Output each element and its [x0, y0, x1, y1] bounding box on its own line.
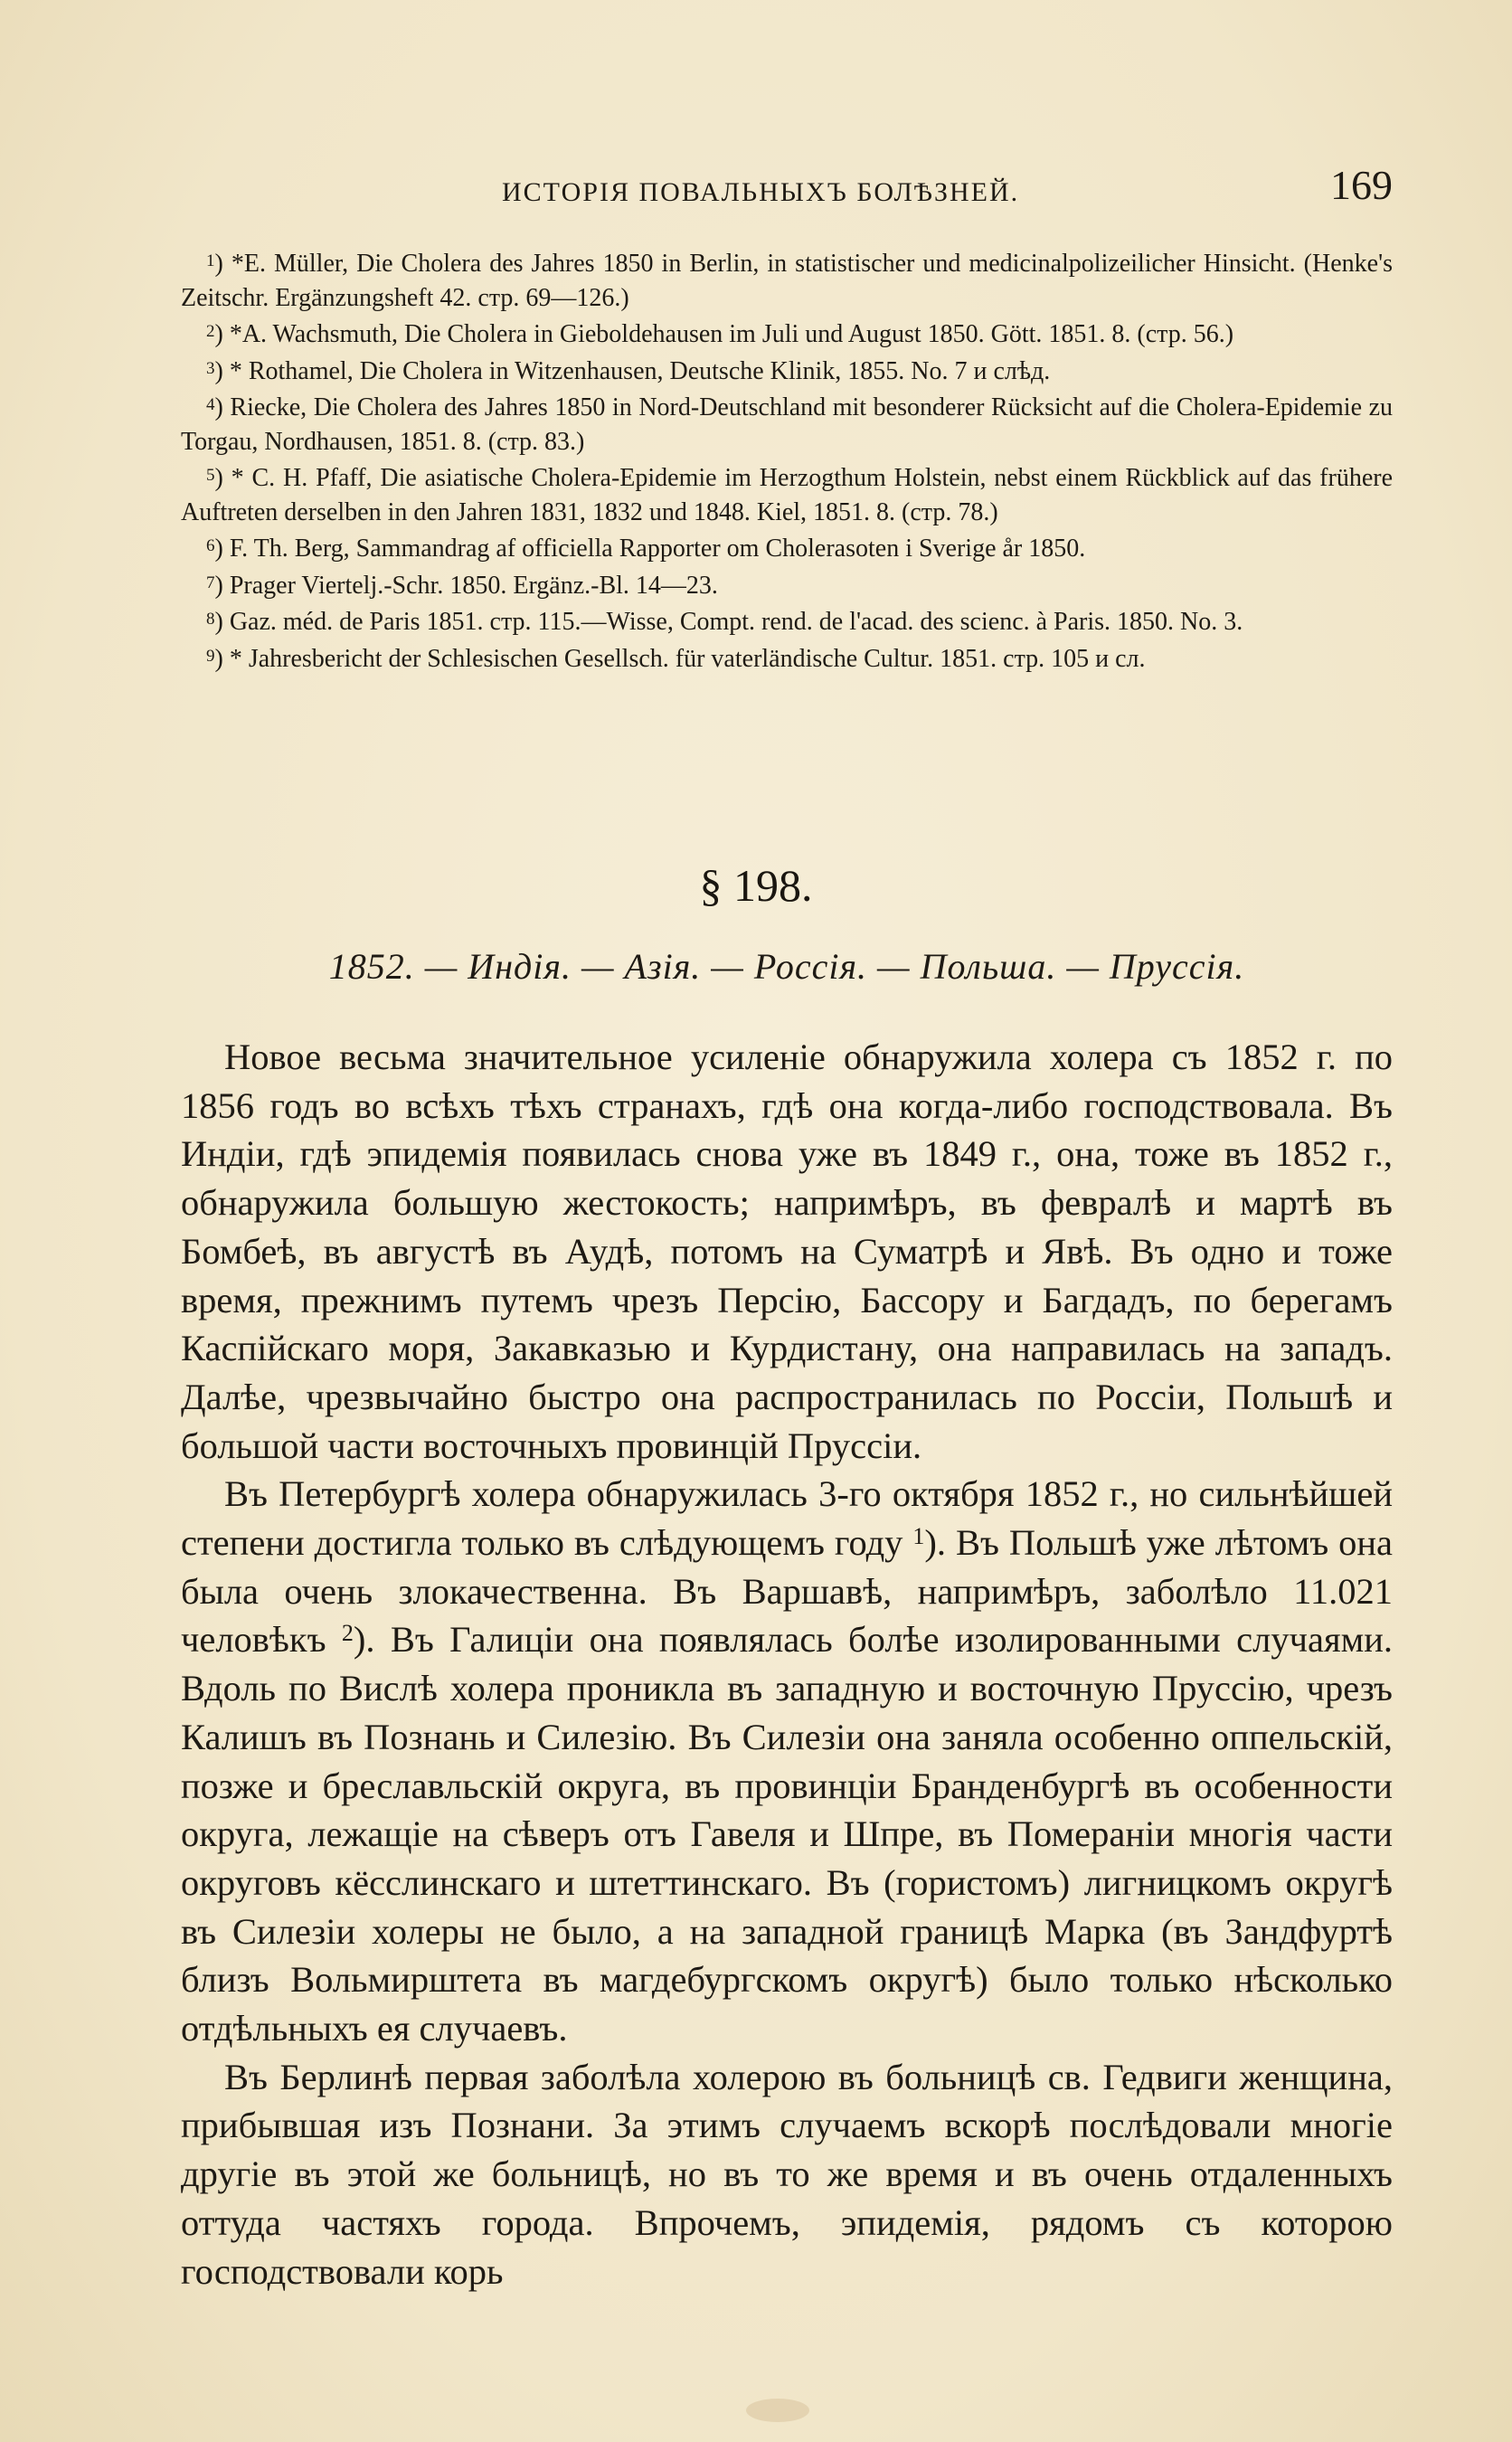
section-number: § 198.: [699, 860, 813, 911]
footnote-text: * Rothamel, Die Cholera in Witzenhausen, Deutsche Klinik, 1855. No. 7 и слѣд.: [229, 356, 1051, 385]
footnote-mark: 2: [206, 322, 215, 341]
footnote: $^7$) Prager Viertelj.-Schr. 1850. Ergänz.-Bl. 14—23.: [206, 571, 718, 600]
body-text: [181, 1033, 1393, 2295]
paragraph-2-part-c: ). Въ Галиціи она появлялась болѣе изолированными случаями. Вдоль по Вислѣ холера проникла въ западную и восточную Пруссію, чрезъ Калишъ въ Познань и Силезію. Въ Силезіи она заняла особенно оппельскій, позже и бреславльскій округа, въ провинціи Бранденбургѣ въ особенности округа, лежащіе на сѣверъ отъ Гавеля и Шпре, въ Помераніи многія части округовъ кёсслинскаго и штеттинскаго. Въ (гористомъ) лигницкомъ округѣ въ Силезіи холеры не было, а на западной границѣ Марка (въ Зандфуртѣ близъ Вольмирштета въ магдебургскомъ округѣ) было только нѣсколько отдѣльныхъ ея случаевъ.: [181, 1619, 1393, 2049]
footnote-mark: 7: [206, 573, 215, 592]
footnote: $^5$) * C. H. Pfaff, Die asiatische Cholera-Epidemie im Herzogthum Holstein, nebst einem Rückblick auf das frühere Auftreten derselben in den Jahren 1831, 1832 und 1848. Kiel, 1851. 8. (стр. 78.): [181, 464, 1393, 526]
paragraph-1: Новое весьма значительное усиленіе обнаружила холера съ 1852 г. по 1856 годъ во всѣхъ тѣхъ странахъ, гдѣ она когда-либо господствовала. Въ Индіи, гдѣ эпидемія появилась снова уже въ 1849 г., она, тоже въ 1852 г., обнаружила большую жестокость; напримѣръ, въ февралѣ и мартѣ въ Бомбеѣ, въ августѣ въ Аудѣ, потомъ на Суматрѣ и Явѣ. Въ одно и тоже время, прежнимъ путемъ чрезъ Персію, Бассору и Багдадъ, по берегамъ Каспійскаго моря, Закавказью и Курдистану, она направилась на западъ. Далѣе, чрезвычайно быстро она распространилась по Россіи, Польшѣ и большой части восточныхъ провинцій Пруссіи.: [181, 1036, 1393, 1466]
running-title: ИСТОРІЯ ПОВАЛЬНЫХЪ БОЛѢЗНЕЙ.: [502, 177, 1020, 207]
footnote-text: F. Th. Berg, Sammandrag af officiella Rapporter om Cholerasoten i Sverige år 1850.: [229, 535, 1086, 563]
footnote-text: Prager Viertelj.-Schr. 1850. Ergänz.-Bl. 14—23.: [229, 571, 718, 600]
footnote-mark: 1: [206, 251, 215, 270]
paragraph-2: [181, 1470, 1393, 2052]
footnote-mark: 5: [206, 466, 215, 485]
footnote-ref-1: 1: [912, 1523, 925, 1550]
footnote-mark: 6: [206, 536, 215, 555]
footnote-ref-2: 2: [341, 1620, 354, 1647]
footnote: $^6$) F. Th. Berg, Sammandrag af officiella Rapporter om Cholerasoten i Sverige år 1850.: [206, 535, 1086, 563]
footnote-text: *A. Wachsmuth, Die Cholera in Gieboldehausen im Juli und August 1850. Gött. 1851. 8. (стр. 56.): [229, 320, 1234, 348]
footnote-mark: 3: [206, 358, 215, 378]
footnotes-block: [181, 244, 1393, 676]
footnote: $^4$) Riecke, Die Cholera des Jahres 1850 in Nord-Deutschland mit besonderer Rücksicht auf die Cholera-Epidemie zu Torgau, Nordhausen, 1851. 8. (стр. 83.): [181, 393, 1393, 456]
footnote-text: * C. H. Pfaff, Die asiatische Cholera-Epidemie im Herzogthum Holstein, nebst einem Rückblick auf das frühere Auftreten derselben in den Jahren 1831, 1832 und 1848. Kiel, 1851. 8. (стр. 78.): [181, 464, 1393, 526]
footnote-text: * Jahresbericht der Schlesischen Gesellsch. für vaterländische Cultur. 1851. стр. 105 и сл.: [229, 644, 1146, 673]
footnote: $^3$) * Rothamel, Die Cholera in Witzenhausen, Deutsche Klinik, 1855. No. 7 и слѣд.: [206, 356, 1051, 385]
footnote: $^1$) *E. Müller, Die Cholera des Jahres 1850 in Berlin, in statistischer und medicinalpolizeilicher Hinsicht. (Henke's Zeitschr. Ergänzungsheft 42. стр. 69—126.): [181, 250, 1394, 312]
footnote-text: Riecke, Die Cholera des Jahres 1850 in Nord-Deutschland mit besonderer Rücksicht auf die Cholera-Epidemie zu Torgau, Nordhausen, 1851. 8. (стр. 83.): [181, 393, 1393, 456]
footnote: $^2$) *A. Wachsmuth, Die Cholera in Gieboldehausen im Juli und August 1850. Gött. 1851. 8. (стр. 56.): [206, 320, 1234, 348]
page-number: 169: [1330, 162, 1393, 208]
footnote: $^9$) * Jahresbericht der Schlesischen Gesellsch. für vaterländische Cultur. 1851. стр. 105 и сл.: [206, 644, 1146, 673]
footnote: $^8$) Gaz. méd. de Paris 1851. стр. 115.—Wisse, Compt. rend. de l'acad. des scienc. à Paris. 1850. No. 3.: [206, 608, 1243, 636]
paragraph-3: Въ Берлинѣ первая заболѣла холерою въ больницѣ св. Гедвиги женщина, прибывшая изъ Познани. За этимъ случаемъ вскорѣ послѣдовали многіе другіе въ этой же больницѣ, но въ то же время и въ очень отдаленныхъ оттуда частяхъ города. Впрочемъ, эпидемія, рядомъ съ которою господствовали корь: [181, 2056, 1393, 2292]
footnote-text: *E. Müller, Die Cholera des Jahres 1850 in Berlin, in statistischer und medicinalpolizeilicher Hinsicht. (Henke's Zeitschr. Ergänzungsheft 42. стр. 69—126.): [181, 250, 1394, 312]
paragraph-2-part-b: ). Въ Польшѣ уже лѣтомъ она была очень злокачественна. Въ Варшавѣ, напримѣръ, заболѣло 11.021 человѣкъ: [181, 1522, 1394, 1661]
footnote-mark: 8: [206, 610, 215, 629]
paragraph-2-part-a: Въ Петербургѣ холера обнаружилась 3-го октября 1852 г., но сильнѣйшей степени достигла только въ слѣдующемъ году: [181, 1473, 1393, 1564]
page-header: [181, 161, 1393, 224]
footnote-text: Gaz. méd. de Paris 1851. стр. 115.—Wisse, Compt. rend. de l'acad. des scienc. à Paris. 1850. No. 3.: [229, 608, 1243, 636]
section-subtitle: 1852. — Индія. — Азія. — Россія. — Польша. — Пруссія.: [328, 946, 1245, 987]
footnote-mark: 9: [206, 646, 215, 666]
paper-stain: [746, 2399, 809, 2422]
footnote-mark: 4: [206, 395, 215, 414]
